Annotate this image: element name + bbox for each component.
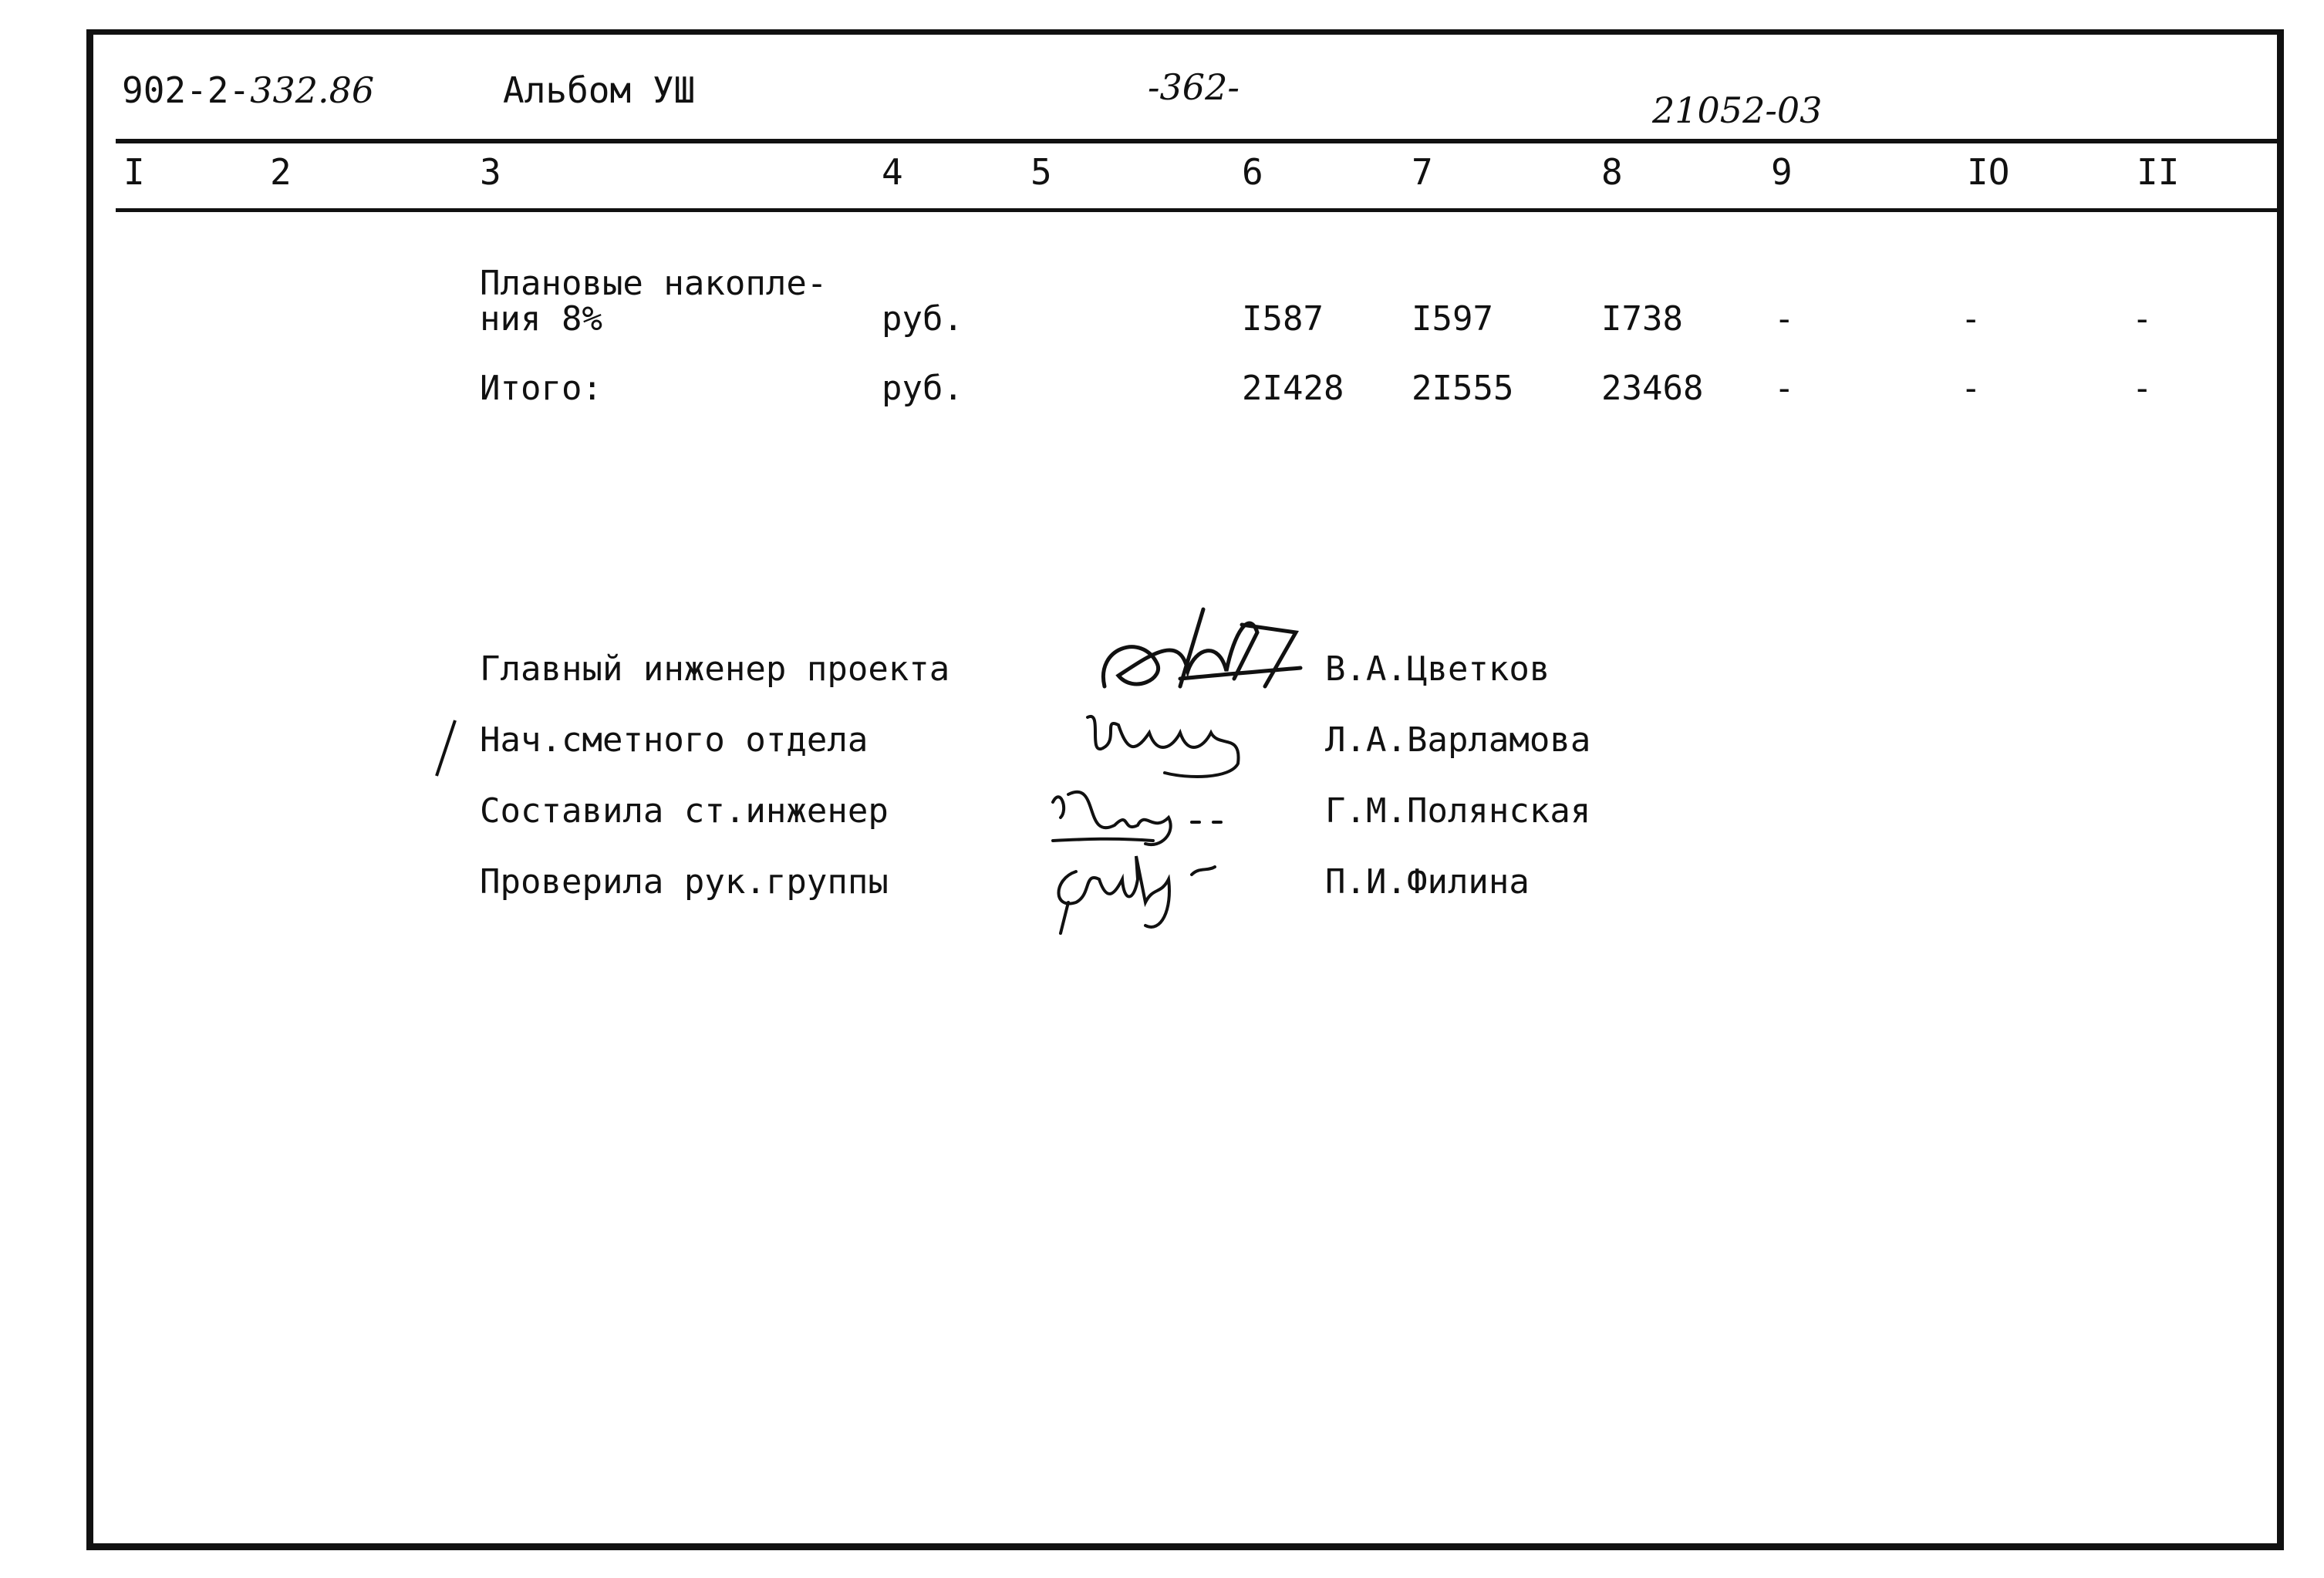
signature-4 bbox=[1037, 848, 1223, 941]
col-header-11: II bbox=[2137, 151, 2180, 193]
doc-code-prefix: 902-2- bbox=[122, 69, 251, 111]
row-name-line2: ния 8% bbox=[480, 299, 602, 339]
col-header-8: 8 bbox=[1601, 151, 1623, 193]
col-header-3: 3 bbox=[480, 151, 501, 193]
row-value-col6: I587 bbox=[1242, 299, 1324, 339]
row-value-col8: I738 bbox=[1601, 299, 1683, 339]
row-value-col7: 2I555 bbox=[1412, 369, 1514, 408]
row-unit: руб. bbox=[882, 299, 963, 339]
row-value-col6: 2I428 bbox=[1242, 369, 1344, 408]
sheet-code: 21052-03 bbox=[1652, 89, 1823, 131]
row-value-col9: - bbox=[1774, 299, 1795, 339]
col-header-7: 7 bbox=[1412, 151, 1433, 193]
signatory-name: П.И.Филина bbox=[1325, 862, 1530, 902]
doc-code bbox=[122, 69, 375, 111]
row-value-col10: - bbox=[1961, 369, 1982, 408]
col-header-10: IO bbox=[1967, 151, 2010, 193]
doc-code-handwritten: 332.86 bbox=[250, 69, 375, 111]
row-unit: руб. bbox=[882, 369, 963, 408]
signature-2 bbox=[1072, 702, 1265, 787]
margin-slash-mark bbox=[432, 717, 463, 779]
page-number: -362- bbox=[1148, 66, 1240, 108]
row-value-col8: 23468 bbox=[1601, 369, 1704, 408]
signatory-role: Нач.сметного отдела bbox=[480, 720, 869, 760]
col-header-1: I bbox=[123, 151, 145, 193]
signature-1 bbox=[1088, 602, 1304, 710]
col-header-6: 6 bbox=[1242, 151, 1263, 193]
header-divider-top bbox=[116, 139, 2282, 143]
signatory-role: Проверила рук.группы bbox=[480, 862, 889, 902]
col-header-2: 2 bbox=[270, 151, 292, 193]
row-value-col11: - bbox=[2132, 369, 2153, 408]
album-label: Альбом УШ bbox=[503, 69, 696, 111]
header-divider-bottom bbox=[116, 208, 2282, 212]
row-value-col9: - bbox=[1774, 369, 1795, 408]
row-value-col7: I597 bbox=[1412, 299, 1493, 339]
row-name-line1: Итого: bbox=[480, 369, 602, 408]
signatory-role: Главный инженер проекта bbox=[480, 649, 950, 689]
col-header-4: 4 bbox=[882, 151, 903, 193]
row-value-col11: - bbox=[2132, 299, 2153, 339]
signatory-role: Составила ст.инженер bbox=[480, 791, 889, 831]
signatory-name: Г.М.Полянская bbox=[1325, 791, 1591, 831]
signatory-name: В.А.Цветков bbox=[1325, 649, 1550, 689]
signature-3 bbox=[1037, 779, 1253, 856]
col-header-9: 9 bbox=[1771, 151, 1793, 193]
row-name-line1: Плановые накопле- bbox=[480, 264, 828, 303]
row-value-col10: - bbox=[1961, 299, 1982, 339]
col-header-5: 5 bbox=[1030, 151, 1052, 193]
signatory-name: Л.А.Варламова bbox=[1325, 720, 1591, 760]
